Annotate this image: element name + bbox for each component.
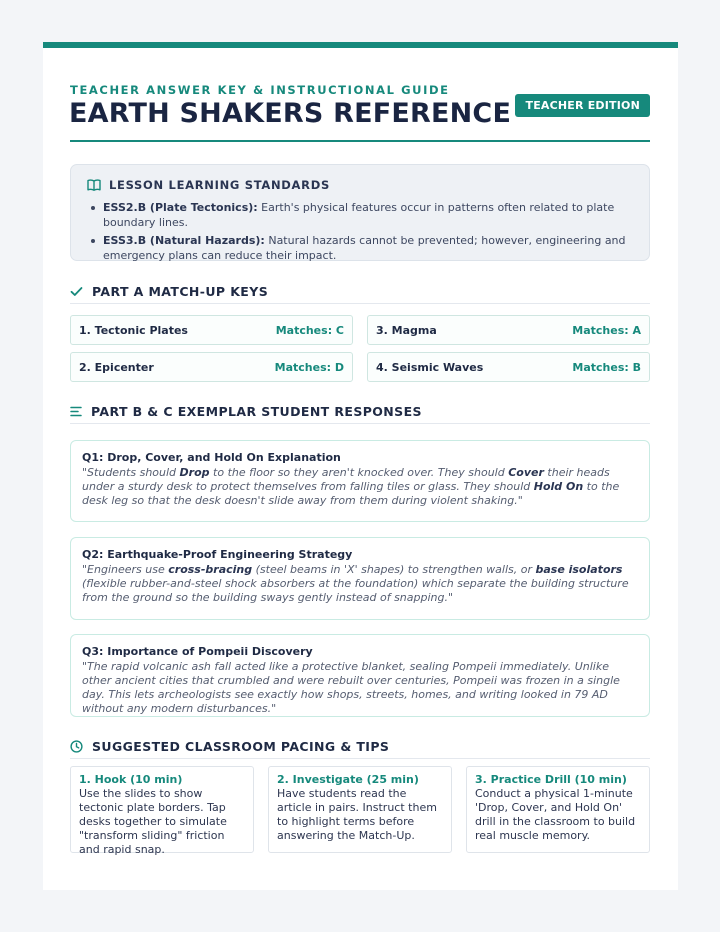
clock-icon (70, 740, 83, 753)
match-term: 2. Epicenter (79, 360, 154, 374)
match-key-card (367, 352, 650, 382)
tip-text: Conduct a physical 1-minute 'Drop, Cover, and Hold On' drill in the classroom to build real muscle memory. (475, 787, 636, 842)
match-answer: Matches: A (572, 323, 641, 337)
answer-keyword: Cover (508, 466, 544, 479)
response-card (70, 537, 650, 620)
standards-list (88, 200, 638, 266)
match-answer: Matches: B (572, 360, 641, 374)
page-title: EARTH SHAKERS REFERENCE (69, 98, 512, 129)
accent-top-bar (43, 42, 678, 48)
answer-keyword: Hold On (533, 480, 584, 493)
part-bc-heading-label: PART B & C EXEMPLAR STUDENT RESPONSES (91, 404, 422, 419)
answer-text: "Students should (82, 466, 180, 479)
response-question: Q1: Drop, Cover, and Hold On Explanation (82, 451, 341, 464)
title-divider (70, 140, 650, 142)
match-term: 4. Seismic Waves (376, 360, 484, 374)
teacher-edition-badge: TEACHER EDITION (515, 94, 650, 117)
page-eyebrow: TEACHER ANSWER KEY & INSTRUCTIONAL GUIDE (70, 83, 450, 97)
standards-box (70, 164, 650, 261)
pacing-heading (70, 739, 389, 754)
part-bc-divider (70, 423, 650, 424)
standard-item (88, 233, 638, 263)
answer-text: "Engineers use (82, 563, 169, 576)
tip-text: Use the slides to show tectonic plate borders. Tap desks together to simulate "transform sliding" friction and rapid snap. (79, 787, 227, 856)
pacing-tip-card (268, 766, 452, 853)
match-answer: Matches: C (275, 323, 344, 337)
response-card (70, 440, 650, 522)
answer-key-page (43, 42, 678, 890)
tip-title: 2. Investigate (25 min) (277, 773, 419, 786)
answer-text: "The rapid volcanic ash fall acted like a protective blanket, sealing Pompeii immediately. Unlike other ancient cities that crumbled and were rebuilt over centuries, Pompeii was frozen in a single day. This lets archeologists see exactly how shops, streets, homes, and writing looked in 79 AD without any modern disturbances." (82, 660, 620, 715)
match-term: 3. Magma (376, 323, 437, 337)
standard-code: ESS2.B (Plate Tectonics): (103, 201, 258, 214)
match-key-card (70, 352, 353, 382)
response-question: Q2: Earthquake-Proof Engineering Strategy (82, 548, 353, 561)
response-question: Q3: Importance of Pompeii Discovery (82, 645, 313, 658)
part-bc-heading (70, 404, 422, 419)
response-answer (82, 660, 638, 716)
response-answer (82, 466, 638, 508)
part-a-heading-label: PART A MATCH-UP KEYS (92, 284, 269, 299)
match-term: 1. Tectonic Plates (79, 323, 188, 337)
standards-heading-label: LESSON LEARNING STANDARDS (109, 178, 330, 192)
list-icon (70, 406, 82, 417)
answer-text: (steel beams in 'X' shapes) to strengthen walls, or (252, 563, 536, 576)
answer-keyword: cross-bracing (168, 563, 253, 576)
answer-text: their heads under a sturdy desk to protect themselves from falling tiles or glass. They should (82, 466, 610, 493)
match-key-card (70, 315, 353, 345)
tip-title: 3. Practice Drill (10 min) (475, 773, 627, 786)
standards-heading (87, 178, 330, 192)
standard-text: Earth's physical features occur in patterns often related to plate boundary lines. (103, 201, 615, 229)
tip-text: Have students read the article in pairs. Instruct them to highlight terms before answering the Match-Up. (277, 787, 437, 842)
pacing-tip-card (466, 766, 650, 853)
standard-item (88, 200, 638, 230)
part-a-heading (70, 284, 268, 299)
tip-title: 1. Hook (10 min) (79, 773, 183, 786)
pacing-heading-label: SUGGESTED CLASSROOM PACING & TIPS (92, 739, 390, 754)
match-key-card (367, 315, 650, 345)
match-answer: Matches: D (274, 360, 344, 374)
part-a-divider (70, 303, 650, 304)
pacing-tip-card (70, 766, 254, 856)
answer-text: to the desk leg so that the desk doesn't slide away from them during violent shaking." (82, 480, 620, 507)
response-card (70, 634, 650, 717)
answer-keyword: Drop (179, 466, 210, 479)
pacing-divider (70, 758, 650, 759)
standard-text: Natural hazards cannot be prevented; however, engineering and emergency plans can reduce their impact. (103, 234, 626, 262)
book-icon (87, 179, 101, 191)
answer-text: (flexible rubber-and-steel shock absorbers at the foundation) which separate the building structure from the ground so the building sways gently instead of snapping." (82, 577, 629, 604)
check-icon (70, 286, 83, 297)
answer-text: to the floor so they aren't knocked over. They should (209, 466, 509, 479)
response-answer (82, 563, 638, 605)
standard-code: ESS3.B (Natural Hazards): (103, 234, 265, 247)
answer-keyword: base isolators (535, 563, 623, 576)
